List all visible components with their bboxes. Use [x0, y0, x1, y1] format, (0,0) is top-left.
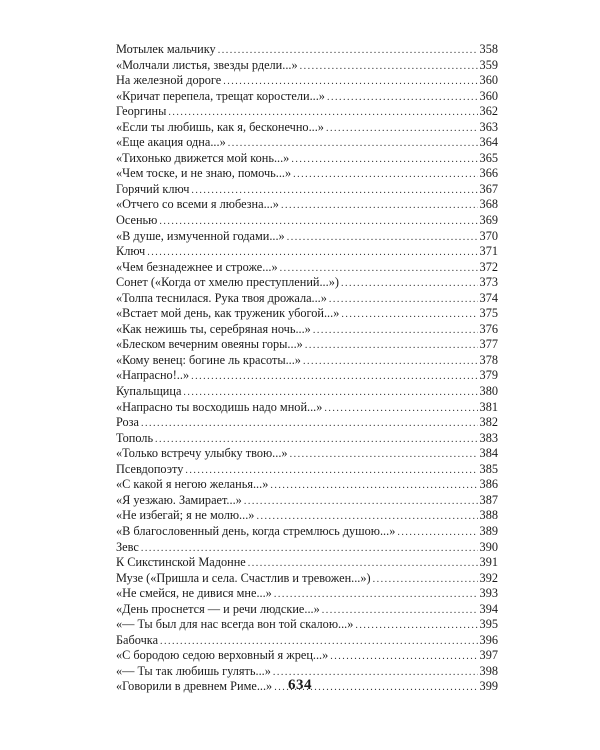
toc-entry-title: «Говорили в древнем Риме...»	[116, 679, 273, 694]
toc-entry-title: К Сикстинской Мадонне	[116, 555, 246, 570]
toc-entry-page: 390	[479, 539, 498, 554]
toc-entry-page: 360	[479, 88, 498, 103]
toc-entry-title: «Не избегай; я не молю...»	[116, 508, 255, 523]
toc-entry-page: 364	[479, 135, 498, 150]
toc-entry-title: «Я уезжаю. Замирает...»	[116, 492, 242, 507]
toc-entry-page: 365	[479, 150, 498, 165]
toc-entry-title: Сонет («Когда от хмелю преступлений...»)	[116, 275, 339, 290]
toc-entry-title: «Не смейся, не дивися мне...»	[116, 586, 272, 601]
toc-entry-page: 369	[479, 213, 498, 228]
toc-entry	[116, 73, 498, 89]
dot-leader	[322, 603, 478, 619]
dot-leader	[191, 183, 477, 199]
dot-leader	[281, 198, 478, 214]
toc-entry-page: 366	[479, 166, 498, 181]
toc-entry-title: «Напрасно!..»	[116, 368, 190, 383]
toc-entry	[116, 306, 498, 322]
toc-entry	[116, 229, 498, 245]
toc-entry	[116, 555, 498, 571]
toc-entry-title: Тополь	[116, 430, 154, 445]
toc-entry-page: 375	[479, 306, 498, 321]
toc-entry-title: «Если ты любишь, как я, бесконечно...»	[116, 119, 324, 134]
toc-entry-page: 384	[479, 446, 498, 461]
toc-entry	[116, 602, 498, 618]
toc-entry-page: 374	[479, 290, 498, 305]
toc-entry	[116, 384, 498, 400]
toc-entry	[116, 104, 498, 120]
toc-entry-title: «В душе, измученной годами...»	[116, 228, 285, 243]
dot-leader	[300, 59, 478, 75]
toc-entry-page: 367	[479, 181, 498, 196]
toc-entry-title: «Чем тоске, и не знаю, помочь...»	[116, 166, 292, 181]
dot-leader	[287, 230, 478, 246]
dot-leader	[270, 478, 477, 494]
toc-entry-page: 397	[479, 648, 498, 663]
toc-entry-page: 362	[479, 104, 498, 119]
dot-leader	[223, 74, 477, 90]
toc-entry-title: Музе («Пришла и села. Счастлив и тревожен...»)	[116, 570, 371, 585]
dot-leader	[218, 43, 478, 59]
dot-leader	[256, 509, 477, 525]
page-number: 634	[288, 677, 312, 693]
toc-entry-page: 358	[479, 42, 498, 56]
toc-entry	[116, 58, 498, 74]
dot-leader	[183, 385, 477, 401]
dot-leader	[290, 447, 478, 463]
toc-entry-page: 370	[479, 228, 498, 243]
toc-entry	[116, 213, 498, 229]
toc-entry-page: 382	[479, 415, 498, 430]
toc-entry	[116, 353, 498, 369]
toc-entry	[116, 197, 498, 213]
toc-entry-title: Осенью	[116, 213, 158, 228]
toc-entry-title: «С какой я негою желанья...»	[116, 477, 269, 492]
dot-leader	[155, 432, 478, 448]
toc-entry-page: 385	[479, 461, 498, 476]
toc-entry	[116, 244, 498, 260]
toc-entry-title: «Напрасно ты восходишь надо мной...»	[116, 399, 323, 414]
dot-leader	[185, 463, 477, 479]
toc-entry-title: «День проснется — и речи людские...»	[116, 601, 320, 616]
dot-leader	[313, 323, 478, 339]
dot-leader	[168, 105, 477, 121]
toc-entry	[116, 120, 498, 136]
toc-entry-page: 380	[479, 384, 498, 399]
toc-entry	[116, 337, 498, 353]
toc-entry-page: 377	[479, 337, 498, 352]
dot-leader	[341, 276, 478, 292]
toc-entry-page: 396	[479, 632, 498, 647]
toc-entry-page: 378	[479, 352, 498, 367]
dot-leader	[291, 152, 477, 168]
toc-entry-page: 399	[479, 679, 498, 694]
toc-entry-page: 359	[479, 57, 498, 72]
toc-entry-page: 388	[479, 508, 498, 523]
dot-leader	[324, 401, 477, 417]
dot-leader	[191, 369, 477, 385]
toc-entry-page: 392	[479, 570, 498, 585]
toc-entry	[116, 617, 498, 633]
toc-entry	[116, 322, 498, 338]
dot-leader	[274, 587, 478, 603]
toc-entry	[116, 275, 498, 291]
toc-entry	[116, 415, 498, 431]
toc-entry	[116, 89, 498, 105]
toc-entry	[116, 42, 498, 58]
toc-entry	[116, 571, 498, 587]
toc-entry-title: Ключ	[116, 244, 146, 259]
toc-entry	[116, 493, 498, 509]
toc-entry-page: 381	[479, 399, 498, 414]
dot-leader	[327, 90, 478, 106]
toc-entry	[116, 633, 498, 649]
toc-entry-page: 373	[479, 275, 498, 290]
dot-leader	[341, 307, 477, 323]
toc-entry	[116, 524, 498, 540]
toc-entry-title: Георгины	[116, 104, 167, 119]
toc-entry-title: Купальщица	[116, 384, 182, 399]
toc-entry	[116, 135, 498, 151]
toc-entry-title: «Кричат перепела, трещат коростели...»	[116, 88, 325, 103]
dot-leader	[228, 136, 478, 152]
toc-entry-title: «Чем безнадежнее и строже...»	[116, 259, 278, 274]
dot-leader	[355, 618, 477, 634]
toc-entry-page: 372	[479, 259, 498, 274]
toc-entry-page: 389	[479, 523, 498, 538]
toc-entry	[116, 182, 498, 198]
dot-leader	[159, 214, 477, 230]
toc-entry-title: «— Ты так любишь гулять...»	[116, 663, 271, 678]
toc-entry	[116, 166, 498, 182]
toc-entry-page: 386	[479, 477, 498, 492]
toc-entry	[116, 540, 498, 556]
toc-entry	[116, 477, 498, 493]
dot-leader	[160, 634, 478, 650]
toc-entry-title: «В благословенный день, когда стремлюсь душою...»	[116, 523, 396, 538]
toc-entry-title: Бабочка	[116, 632, 159, 647]
dot-leader	[293, 167, 477, 183]
toc-entry	[116, 648, 498, 664]
toc-entry-page: 368	[479, 197, 498, 212]
dot-leader	[303, 354, 478, 370]
toc-entry-page: 387	[479, 492, 498, 507]
toc-entry-title: «Встает мой день, как труженик убогой...»	[116, 306, 340, 321]
toc-entry	[116, 508, 498, 524]
toc-entry-title: Мотылек мальчику	[116, 42, 216, 56]
toc-entry-title: Роза	[116, 415, 139, 430]
dot-leader	[244, 494, 478, 510]
toc-entry-page: 360	[479, 73, 498, 88]
dot-leader	[141, 541, 478, 557]
toc-entry-title: «Отчего со всеми я любезна...»	[116, 197, 279, 212]
dot-leader	[280, 261, 478, 277]
toc-entry	[116, 400, 498, 416]
toc-entry-title: Псевдопоэту	[116, 461, 184, 476]
toc-entry-title: «Только встречу улыбку твою...»	[116, 446, 288, 461]
dot-leader	[397, 525, 477, 541]
toc-entry-page: 398	[479, 663, 498, 678]
toc-entry-page: 395	[479, 617, 498, 632]
toc-entry-page: 393	[479, 586, 498, 601]
toc-entry-title: На железной дороге	[116, 73, 222, 88]
toc-entry-page: 371	[479, 244, 498, 259]
toc-entry	[116, 586, 498, 602]
dot-leader	[248, 556, 478, 572]
toc-entry-page: 391	[479, 555, 498, 570]
toc-entry-title: «Блеском вечерним овеяны горы...»	[116, 337, 303, 352]
toc-entry-page: 363	[479, 119, 498, 134]
toc-entry-title: «Кому венец: богине ль красоты...»	[116, 352, 301, 367]
toc-entry-title: «Толпа теснилася. Рука твоя дрожала...»	[116, 290, 327, 305]
dot-leader	[330, 649, 477, 665]
toc-entry	[116, 446, 498, 462]
dot-leader	[373, 572, 478, 588]
toc-entry-title: «С бородою седою верховный я жрец...»	[116, 648, 329, 663]
toc-entry-title: «Еще акация одна...»	[116, 135, 226, 150]
dot-leader	[147, 245, 477, 261]
toc-entry	[116, 368, 498, 384]
table-of-contents	[116, 42, 498, 695]
toc-entry	[116, 431, 498, 447]
toc-entry-title: «Тихонько движется мой конь...»	[116, 150, 290, 165]
dot-leader	[329, 292, 478, 308]
toc-entry	[116, 291, 498, 307]
toc-entry-page: 383	[479, 430, 498, 445]
dot-leader	[305, 338, 478, 354]
toc-entry	[116, 151, 498, 167]
toc-entry-title: «— Ты был для нас всегда вон той скалою...»	[116, 617, 354, 632]
toc-entry	[116, 260, 498, 276]
toc-entry-page: 376	[479, 321, 498, 336]
toc-entry-title: Горячий ключ	[116, 181, 190, 196]
toc-entry-page: 379	[479, 368, 498, 383]
dot-leader	[326, 121, 478, 137]
toc-entry-page: 394	[479, 601, 498, 616]
toc-entry-title: «Молчали листья, звезды рдели...»	[116, 57, 298, 72]
toc-entry-title: «Как нежишь ты, серебряная ночь...»	[116, 321, 311, 336]
toc-entry-title: Зевс	[116, 539, 139, 554]
dot-leader	[141, 416, 478, 432]
toc-entry	[116, 462, 498, 478]
